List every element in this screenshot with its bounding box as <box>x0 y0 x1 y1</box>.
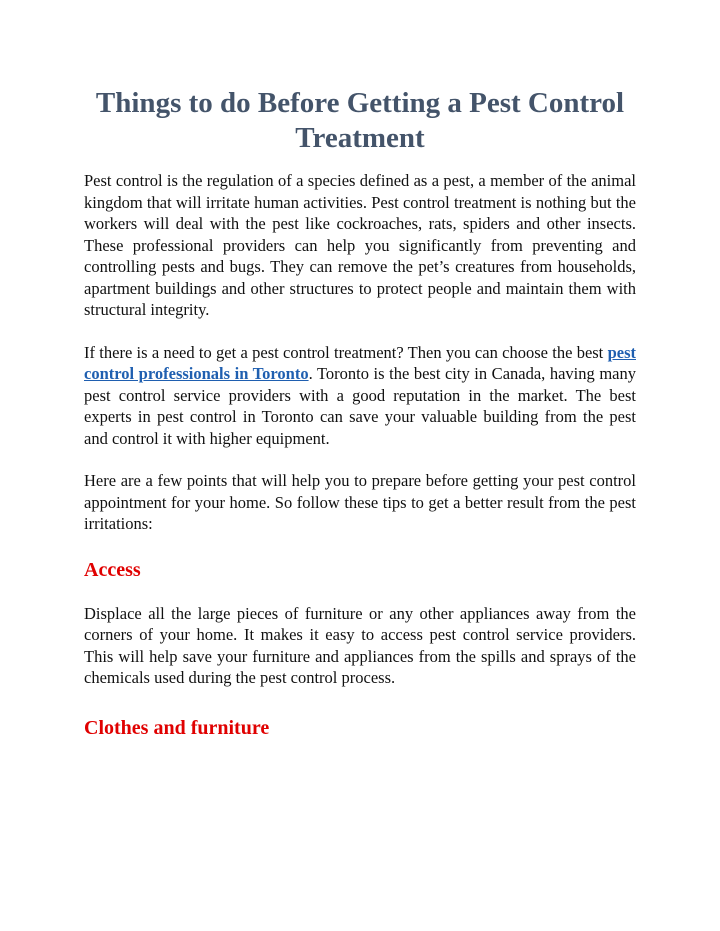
pest-control-toronto-link[interactable]: pest control professionals in Toronto <box>84 342 636 383</box>
tips-intro-paragraph: Here are a few points that will help you to prepare before getting your pest control appointment for your home. So follow these tips to get a better result from the pest irritations: <box>84 471 636 533</box>
access-paragraph: Displace all the large pieces of furniture or any other appliances away from the corners of your home. It makes it easy to access pest control service providers. This will help save your furniture and appliances from the spills and sprays of the chemicals used during the pest control process. <box>84 603 636 687</box>
section-heading-clothes-furniture: Clothes and furniture <box>84 716 270 739</box>
treatment-paragraph-text-start: If there is a need to get a pest control treatment? Then you can choose the best <box>84 342 608 362</box>
document-page <box>84 86 636 741</box>
treatment-paragraph <box>84 342 636 450</box>
document-title: Things to do Before Getting a Pest Control Treatment <box>95 87 625 154</box>
section-heading-access: Access <box>84 558 141 581</box>
intro-paragraph: Pest control is the regulation of a species defined as a pest, a member of the animal kingdom that will irritate human activities. Pest control treatment is nothing but the workers will deal with the pest like cockroaches, rats, spiders and other insects. These professional providers can help you significantly from preventing and controlling pests and bugs. They can remove the pet’s creatures from households, apartment buildings and other structures to protect people and maintain them with structural integrity. <box>84 171 636 319</box>
treatment-paragraph-text-end: . Toronto is the best city in Canada, having many pest control service providers with a good reputation in the market. The best experts in pest control in Toronto can save your valuable building from the pest and control it with higher equipment. <box>84 364 636 448</box>
